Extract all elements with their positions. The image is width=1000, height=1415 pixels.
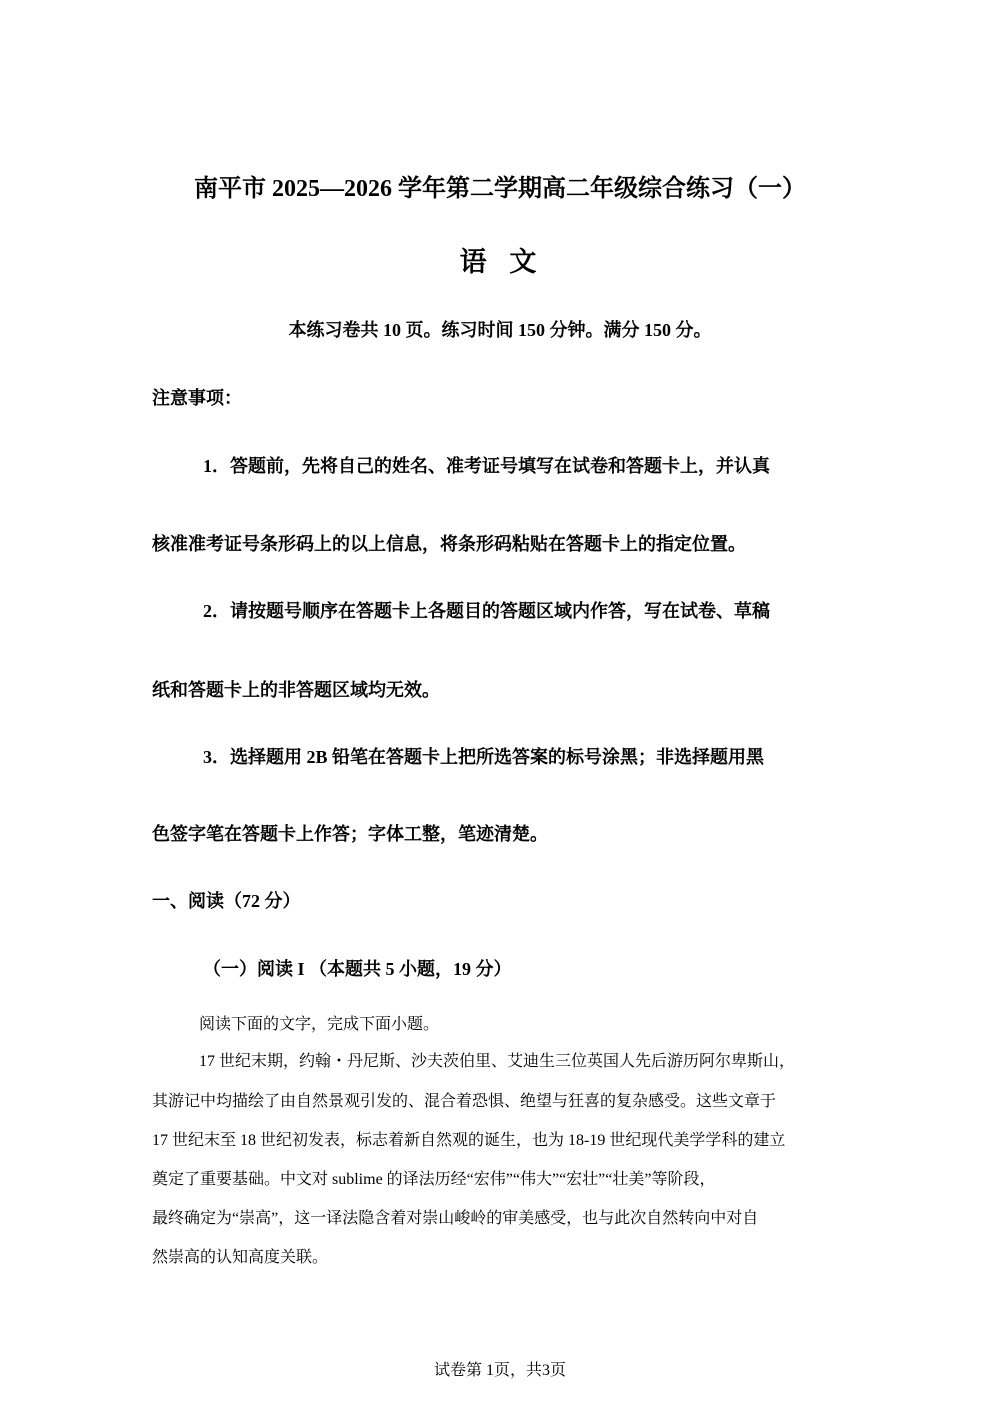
note-item-2-line-2: 纸和答题卡上的非答题区域均无效。 [152, 680, 440, 700]
note-item-3-line-2: 色签字笔在答题卡上作答；字体工整，笔迹清楚。 [152, 824, 548, 844]
subject-title: 语 文 [459, 247, 545, 277]
reading-instruction: 阅读下面的文字，完成下面小题。 [199, 1016, 440, 1033]
note-item-1-line-1: 1．答题前，先将自己的姓名、准考证号填写在试卷和答题卡上，并认真 [203, 456, 770, 476]
page-footer: 试卷第 1页，共3页 [433, 1362, 566, 1379]
notes-heading: 注意事项： [152, 388, 242, 408]
passage-line-2: 其游记中均描绘了由自然景观引发的、混合着恐惧、绝望与狂喜的复杂感受。这些文章于 [152, 1093, 777, 1110]
section-heading: 一、阅读（72 分） [152, 891, 301, 911]
passage-line-6: 然崇高的认知高度关联。 [152, 1249, 329, 1266]
note-item-3-line-1: 3．选择题用 2B 铅笔在答题卡上把所选答案的标号涂黑；非选择题用黑 [203, 747, 765, 767]
note-item-2-line-1: 2．请按题号顺序在答题卡上各题目的答题区域内作答，写在试卷、草稿 [203, 601, 770, 621]
passage-line-4: 奠定了重要基础。中文对 sublime 的译法历经“宏伟”“伟大”“宏壮”“壮美”等阶段， [152, 1171, 716, 1188]
exam-meta-info: 本练习卷共 10 页。练习时间 150 分钟。满分 150 分。 [288, 320, 712, 340]
passage-line-5: 最终确定为“崇高”，这一译法隐含着对崇山峻岭的审美感受，也与此次自然转向中对自 [152, 1210, 759, 1227]
page-title: 南平市 2025—2026 学年第二学期高二年级综合练习（一） [194, 176, 806, 202]
passage-line-3: 17 世纪末至 18 世纪初发表，标志着新自然观的诞生，也为 18-19 世纪现代美学学科的建立 [152, 1132, 786, 1149]
section-subheading: （一）阅读 I （本题共 5 小题，19 分） [203, 959, 512, 979]
passage-line-1: 17 世纪末期，约翰・丹尼斯、沙夫茨伯里、艾迪生三位英国人先后游历阿尔卑斯山， [199, 1053, 796, 1070]
note-item-1-line-2: 核准准考证号条形码上的以上信息，将条形码粘贴在答题卡上的指定位置。 [152, 534, 746, 554]
